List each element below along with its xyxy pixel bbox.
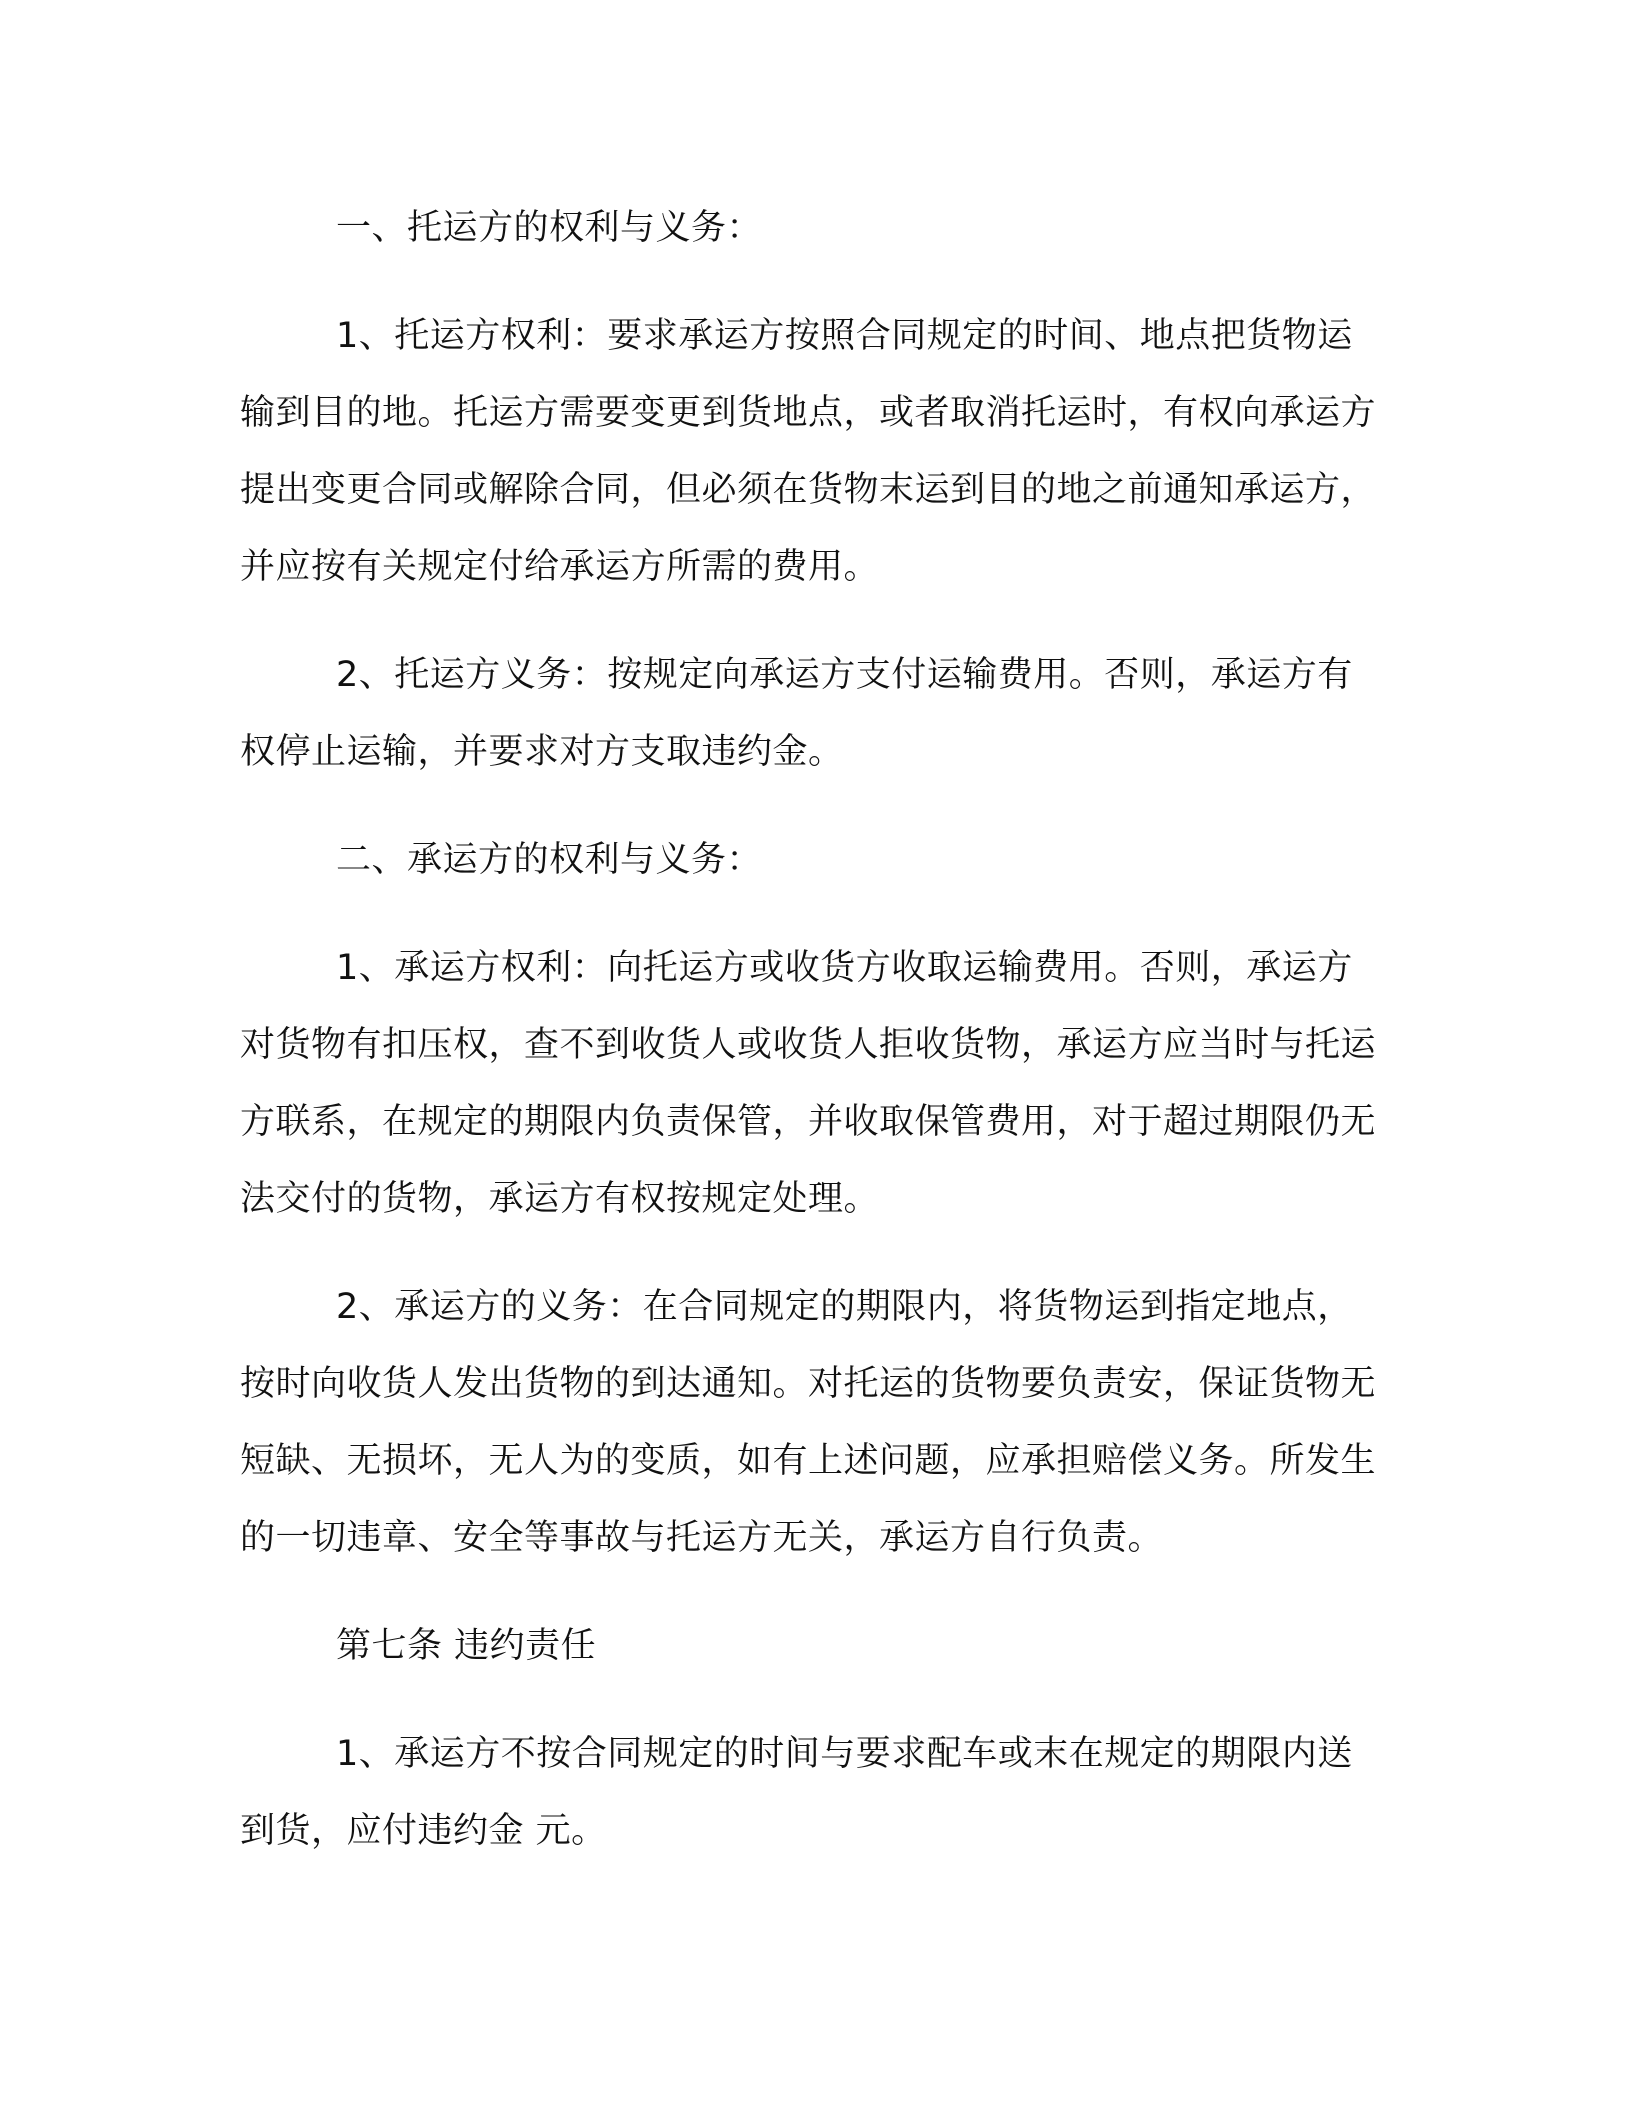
- document-body: [240, 190, 1385, 1870]
- shipper-rights-heading: 一、托运方的权利与义务：: [336, 208, 763, 248]
- shipper-duties-paragraph: 2、托运方义务：按规定向承运方支付运输费用。否则，承运方有权停止运输，并要求对方支取违约金。: [240, 655, 1353, 772]
- carrier-rights-paragraph: 1、承运方权利：向托运方或收货方收取运输费用。否则，承运方对货物有扣压权，查不到收货人或收货人拒收货物，承运方应当时与托运方联系，在规定的期限内负责保管，并收取保管费用，对于超过期限仍无法交付的货物，承运方有权按规定处理。: [240, 948, 1377, 1219]
- carrier-rights-heading: 二、承运方的权利与义务：: [336, 840, 763, 880]
- carrier-duties-paragraph: 2、承运方的义务：在合同规定的期限内，将货物运到指定地点，按时向收货人发出货物的到达通知。对托运的货物要负责安，保证货物无短缺、无损坏，无人为的变质，如有上述问题，应承担赔偿义务。所发生的一切违章、安全等事故与托运方无关，承运方自行负责。: [240, 1287, 1377, 1558]
- shipper-rights-paragraph: 1、托运方权利：要求承运方按照合同规定的时间、地点把货物运输到目的地。托运方需要变更到货地点，或者取消托运时，有权向承运方提出变更合同或解除合同，但必须在货物末运到目的地之前通知承运方，并应按有关规定付给承运方所需的费用。: [240, 316, 1377, 587]
- article-seven-heading: 第七条 违约责任: [336, 1626, 597, 1666]
- breach-clause-paragraph: 1、承运方不按合同规定的时间与要求配车或末在规定的期限内送到货，应付违约金 元。: [240, 1734, 1353, 1851]
